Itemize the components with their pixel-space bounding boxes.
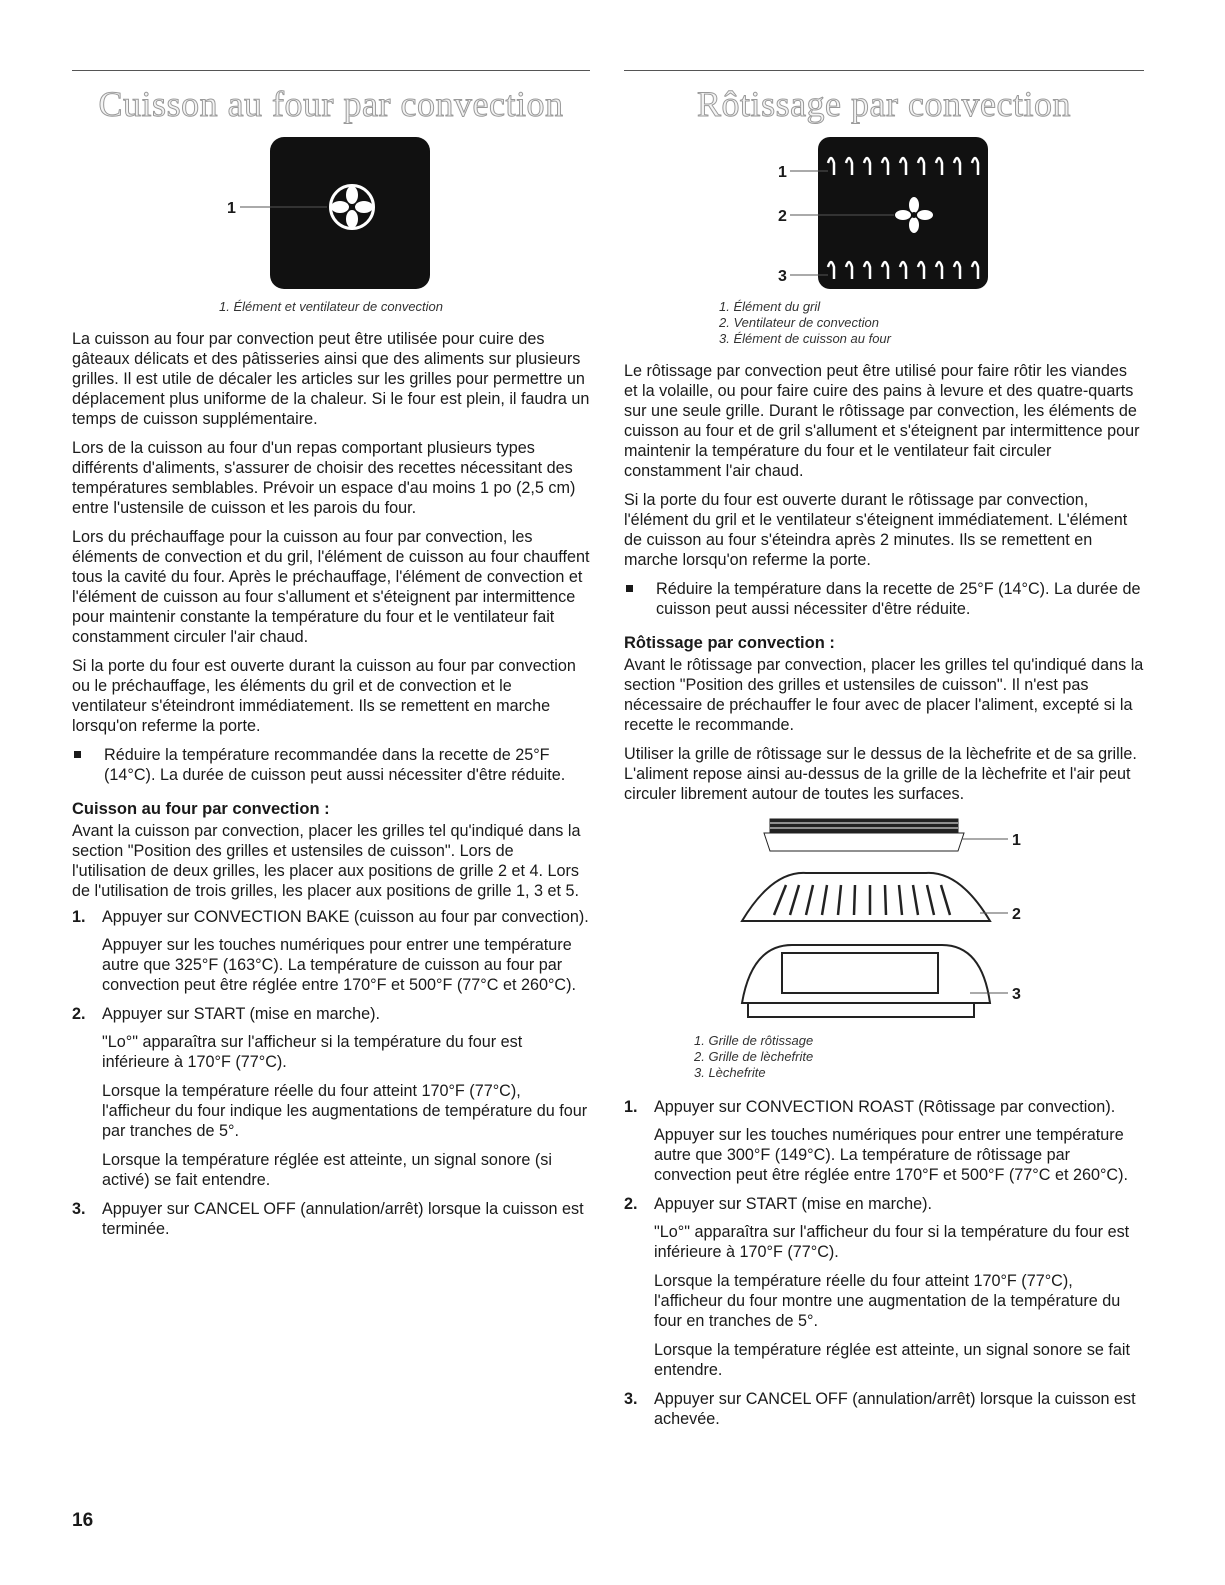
step-detail: "Lo°" apparaîtra sur l'afficheur du four si la température du four est inférieure à 170°F (77°C). — [654, 1223, 1130, 1261]
callout-1: 1 — [778, 164, 787, 181]
callout-1: 1 — [227, 200, 236, 217]
step-detail: Lorsque la température réglée est atteinte, un signal sonore (si activé) se fait entendre. — [102, 1151, 552, 1189]
paragraph: Le rôtissage par convection peut être utilisé pour faire rôtir les viandes et la volaille, ou pour faire cuire des pains à levure et des quatre-quarts sur une seule grille. Durant le rôtissage par convection, les éléments de cuisson au four et de gril s'allument et s'éteignent par intermittence pour maintenir la température du four et le ventilateur fait circuler constamment l'air chaud. — [624, 362, 1140, 480]
figure-caption-list: 1. Élément du gril 2. Ventilateur de convection 3. Élément de cuisson au four — [719, 299, 891, 346]
step-1: 1. Appuyer sur CONVECTION ROAST (Rôtissage par convection). — [624, 1098, 1116, 1116]
convection-fan-diagram — [72, 135, 590, 293]
step-detail: Appuyer sur les touches numériques pour entrer une température autre que 325°F (163°C). La température de cuisson au four par convection peut être réglée entre 170°F et 500°F (77°C et 260°C). — [102, 936, 577, 994]
step-detail: Appuyer sur les touches numériques pour entrer une température autre que 300°F (149°C). La température de rôtissage par convection peut être réglée entre 170°F et 500°F (77°C et 260°C). — [654, 1126, 1129, 1184]
step-3: 3. Appuyer sur CANCEL OFF (annulation/arrêt) lorsque la cuisson est terminée. — [72, 1200, 584, 1238]
paragraph: Si la porte du four est ouverte durant le rôtissage par convection, l'élément du gril et le ventilateur s'éteignent immédiatement. L'élément de cuisson au four s'éteindra après 2 minutes. Ils se remettent en marche lorsqu'on referme la porte. — [624, 491, 1128, 569]
right-column — [624, 70, 1144, 1437]
page-number: 16 — [72, 1510, 94, 1531]
figure-caption: 1. Élément et ventilateur de convection — [218, 299, 444, 314]
pan-caption-list: 1. Grille de rôtissage 2. Grille de lèchefrite 3. Lèchefrite — [694, 1033, 814, 1080]
step-1: 1. Appuyer sur CONVECTION BAKE (cuisson au four par convection). — [72, 908, 589, 926]
step-2: 2. Appuyer sur START (mise en marche). — [72, 1005, 380, 1023]
callout-1: 1 — [1012, 832, 1021, 849]
callout-2: 2 — [1012, 906, 1021, 923]
step-detail: Lorsque la température réglée est atteinte, un signal sonore se fait entendre. — [654, 1341, 1131, 1379]
intro-paragraph: Avant le rôtissage par convection, placer les grilles tel qu'indiqué dans la section "Position des grilles et ustensiles de cuisson". Il n'est pas nécessaire de préchauffer le four avec de placer l'aliment, excepté si la recette le recommande. — [624, 656, 1144, 734]
subheading: Cuisson au four par convection : — [72, 800, 330, 818]
broiler-grid-icon — [742, 873, 990, 921]
step-3: 3. Appuyer sur CANCEL OFF (annulation/arrêt) lorsque la cuisson est achevée. — [624, 1390, 1136, 1428]
step-detail: Lorsque la température réelle du four atteint 170°F (77°C), l'afficheur du four montre une augmentation de la température du four en tranches de 5°. — [654, 1272, 1121, 1330]
convection-fan-figure — [72, 135, 590, 293]
broiler-pan-diagram — [624, 813, 1144, 1033]
bullet-item: Réduire la température recommandée dans la recette de 25°F (14°C). La durée de cuisson peut aussi nécessiter d'être réduite. — [72, 745, 590, 785]
roast-elements-figure — [624, 135, 1144, 293]
paragraph: Si la porte du four est ouverte durant la cuisson au four par convection ou le préchauffage, les éléments du gril et de convection et le ventilateur s'éteindront immédiatement. Ils se remettent en marche lorsqu'on referme la porte. — [72, 657, 576, 735]
section-rule — [624, 70, 1144, 71]
roasting-rack-icon — [764, 819, 964, 851]
bullet-square-icon — [74, 751, 81, 758]
subheading: Rôtissage par convection : — [624, 634, 835, 652]
step-detail: Lorsque la température réelle du four atteint 170°F (77°C), l'afficheur du four indique les augmentations de température du four par tranches de 5°. — [102, 1082, 588, 1140]
intro-paragraph: Utiliser la grille de rôtissage sur le dessus de la lèchefrite et de sa grille. L'aliment repose ainsi au-dessus de la grille de la lèchefrite et l'air peut circuler librement autour de toutes les surfaces. — [624, 745, 1137, 803]
callout-3: 3 — [778, 268, 787, 285]
left-column — [72, 70, 590, 1247]
paragraph: La cuisson au four par convection peut être utilisée pour cuire des gâteaux délicats et des pâtisseries ainsi que des aliments sur plusieurs grilles. Il est utile de décaler les articles sur les grilles pour permettre un déplacement plus uniforme de la chaleur. Si le four est plein, il faudra un temps de cuisson supplémentaire. — [72, 330, 590, 428]
paragraph: Lors de la cuisson au four d'un repas comportant plusieurs types différents d'aliments, s'assurer de choisir des recettes nécessitant des températures semblables. Prévoir un espace d'au moins 1 po (2,5 cm) entre l'ustensile de cuisson et les parois du four. — [72, 439, 576, 517]
bullet-square-icon — [626, 585, 633, 592]
step-detail: "Lo°" apparaîtra sur l'afficheur si la température du four est inférieure à 170°F (77°C). — [102, 1033, 523, 1071]
section-title-convection-roast: Rôtissage par convection — [697, 84, 1071, 124]
paragraph: Lors du préchauffage pour la cuisson au four par convection, les éléments de convection et du gril, l'élément de cuisson au four chauffent tous la cavité du four. Après le préchauffage, l'élément de convection et l'élément de cuisson au four s'allument et s'éteignent par intermittence pour maintenir constante la température du four et le ventilateur fait constamment circuler l'air chaud. — [72, 528, 590, 646]
callout-2: 2 — [778, 208, 787, 225]
section-rule — [72, 70, 590, 71]
section-title-convection-bake: Cuisson au four par convection — [98, 84, 564, 124]
step-2: 2. Appuyer sur START (mise en marche). — [624, 1195, 932, 1213]
broiler-pan-icon — [742, 945, 990, 1017]
bullet-item: Réduire la température dans la recette de 25°F (14°C). La durée de cuisson peut aussi nécessiter d'être réduite. — [624, 579, 1144, 619]
roast-elements-diagram — [624, 135, 1144, 293]
broiler-pan-figure — [624, 813, 1144, 1033]
intro-paragraph: Avant la cuisson par convection, placer les grilles tel qu'indiqué dans la section "Position des grilles et ustensiles de cuisson". Lors de l'utilisation de deux grilles, les placer aux positions de grille 2 et 4. Lors de l'utilisation de trois grilles, les placer aux positions de grille 1, 3 et 5. — [72, 822, 581, 900]
callout-3: 3 — [1012, 986, 1021, 1003]
